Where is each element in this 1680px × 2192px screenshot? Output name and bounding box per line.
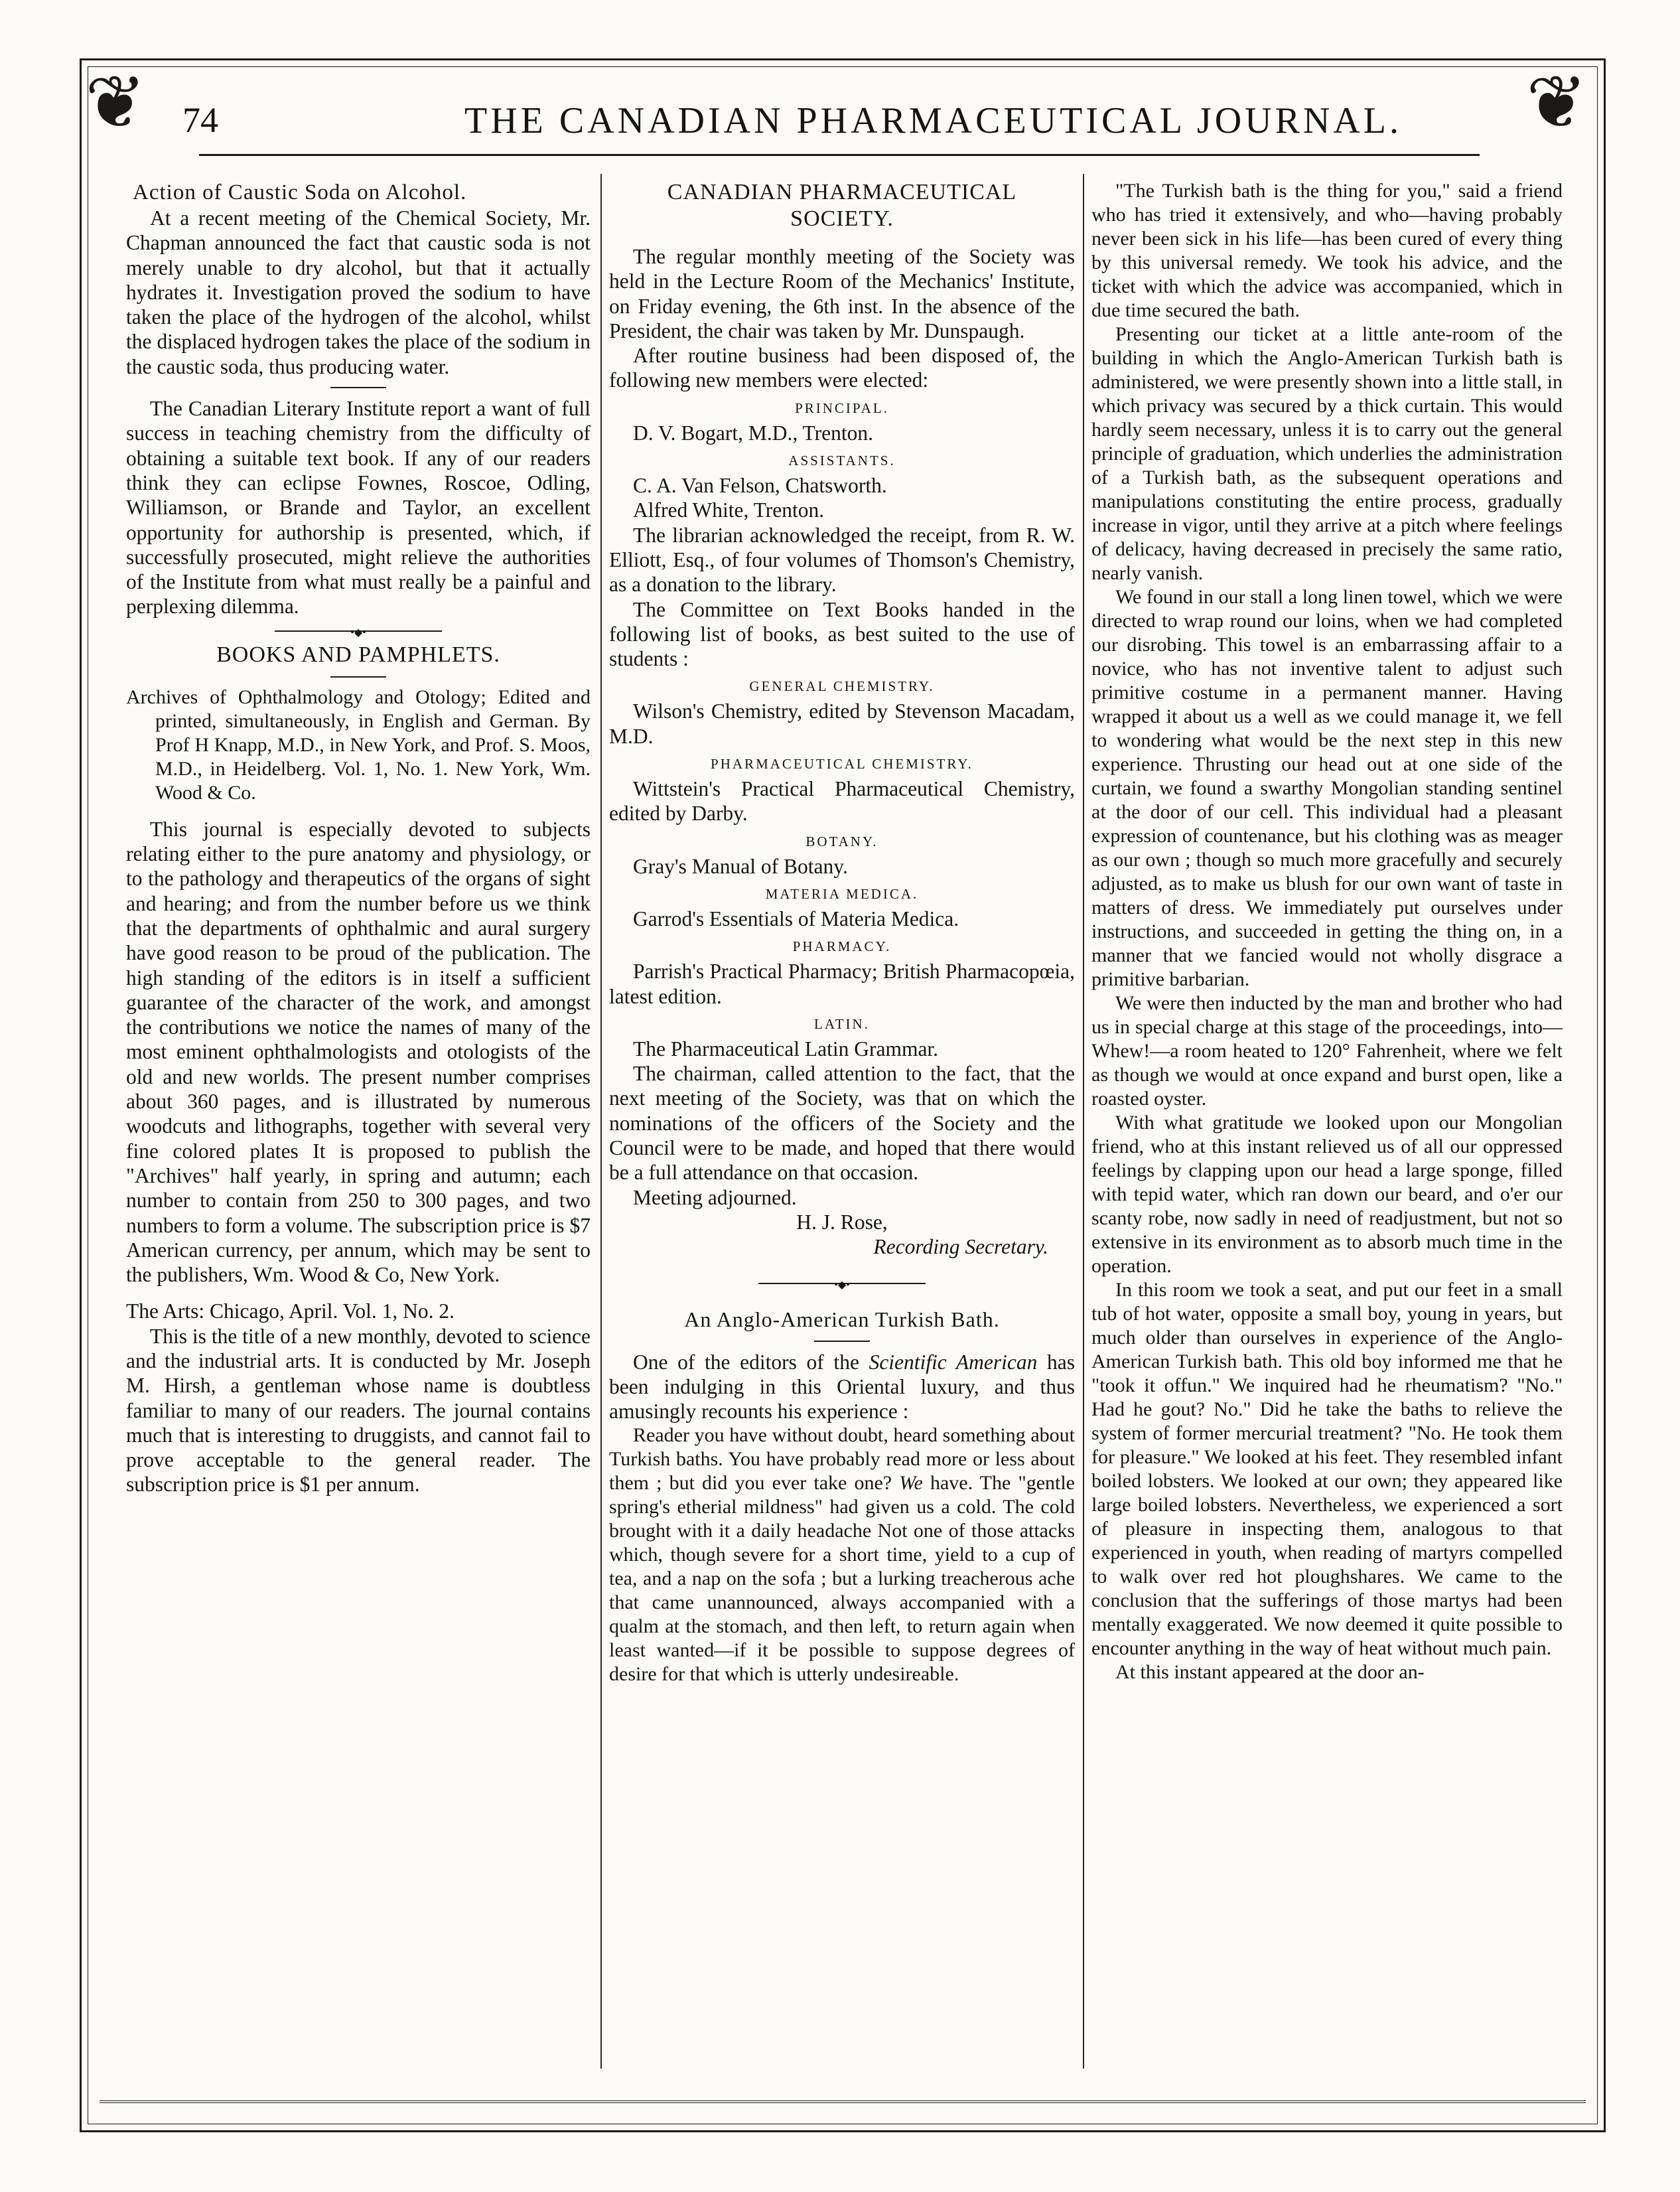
bottom-rule [100,2100,1586,2103]
assistant-member-2: Alfred White, Trenton. [633,498,825,522]
corner-ornament-right-icon: ❦ [1526,62,1588,143]
books-pamphlets-heading: BOOKS AND PAMPHLETS. [216,642,500,667]
materia-medica-book: Garrod's Essentials of Materia Medica. [633,907,959,930]
assistant-member-1: C. A. Van Felson, Chatsworth. [633,474,887,498]
archives-review-text: This journal is especially devoted to subjects relating either to the pure anatomy and physiology, or to the pathology and therapeutics of the organs of sight and hearing; and from the number before us we think that the departments of ophthalmic and aural surgery have good reason to be proud of the publication. The high standing of the editors is in itself a sufficient guarantee of the character of the work, and amongst the contributions we notice the names of many of the most eminent ophthalmologists and otologists of the old and new worlds. The present number comprises about 360 pages, and is illustrated by numerous woodcuts and lithographs, together with several very fine colored plates It is proposed to publish the "Archives" half yearly, in spring and autumn; each number to contain from 250 to 300 pages, and two numbers to form a volume. The subscription price is $7 American currency, per annum, which may be sent to the publishers, Wm. Wood & Co, New York. [126,817,591,1287]
title-rule [199,154,1480,156]
pharmacy-book: Parrish's Practical Pharmacy; British Pharmacopœia, latest edition. [609,960,1075,1008]
pharmaceutical-chemistry-label: PHARMACEUTICAL CHEMISTRY. [711,756,973,772]
secretary-title: Recording Secretary. [873,1235,1048,1259]
short-divider [609,1333,1075,1350]
turkish-bath-text-4: We found in our stall a long linen towel, which we were directed to wrap round our loins, when we had completed our disrobing. This towel is an embarrassing affair to a novice, who has not inventive talent to adjust such primitive costume in a permanent manner. Having wrapped it about us a well as we could manage it, we fell to wondering what would be the next step in this new experience. Thrusting our head out at one side of the curtain, we found a swarthy Mongolian standing sentinel at the door of our cell. This individual had a pleasant expression of countenance, but his clothing was as meager as our own ; though so much more gracefully and securely adjusted, as to make us blush for our own want of taste in matters of dress. We immediately put ourselves under instructions, and succeeded in getting the thing on, in a manner that we fancied would not wholly disgrace a primitive barbarian. [1091,586,1563,990]
short-divider [126,379,591,396]
column-middle [609,179,1075,1686]
section-divider [126,619,591,642]
society-heading: CANADIAN PHARMACEUTICAL SOCIETY. [667,180,1017,231]
turkish-bath-heading: An Anglo-American Turkish Bath. [684,1307,1000,1331]
latin-book: The Pharmaceutical Latin Grammar. [633,1037,939,1060]
turkish-bath-text-2: "The Turkish bath is the thing for you," said a friend who has tried it extensively, and who—having probably never been sick in his life—has been cured of every thing by this universal remedy. We took his advice, and the ticket with which the advice was accompanied, which in due time secured the bath. [1091,180,1563,321]
turkish-bath-text-6: With what gratitude we looked upon our Mongolian friend, who at this instant relieved us of all our oppressed feelings by clapping upon our head a large sponge, filled with tepid water, which ran down our beard, and o'er our scanty robe, now sadly in need of readjustment, but not so extensive in its environment as to absorb much time in the operation. [1091,1112,1563,1277]
society-intro-text: The regular monthly meeting of the Society was held in the Lecture Room of the Mechanics' Institute, on Friday evening, the 6th inst. In the absence of the President, the chair was taken by Mr. Dunspaugh. [609,245,1075,342]
arts-review-text: This is the title of a new monthly, devoted to science and the industrial arts. It is conducted by Mr. Joseph M. Hirsh, a gentleman whose name is doubtless familiar to many of our readers. The journal contains much that is interesting to druggists, and cannot fail to prove acceptable to the general reader. The subscription price is $1 per annum. [126,1324,591,1497]
caustic-soda-heading: Action of Caustic Soda on Alcohol. [133,181,467,204]
caustic-soda-text: At a recent meeting of the Chemical Society, Mr. Chapman announced the fact that caustic soda is not merely unable to dry alcohol, but that it actually hydrates it. Investigation proved the sodium to have taken the place of the hydrogen of the alcohol, whilst the displaced hydrogen takes the place of the sodium in the caustic soda, thus producing water. [126,206,591,378]
secretary-name: H. J. Rose, [796,1210,888,1234]
general-chemistry-book: Wilson's Chemistry, edited by Stevenson Macadam, M.D. [609,699,1075,748]
column-left [126,179,591,1497]
botany-book: Gray's Manual of Botany. [633,854,848,878]
corner-ornament-left-icon: ❦ [85,62,147,143]
journal-title: THE CANADIAN PHARMACEUTICAL JOURNAL. [464,100,1403,141]
turkish-bath-text-3: Presenting our ticket at a little ante-room of the building in which the Anglo-American Turkish bath is administered, we were presently shown into a little stall, in which privacy was secured by a thick curtain. This would hardly seem necessary, unless it is to carry out the general principle of graduation, which underlies the administration of a Turkish bath, as the subsequent operations and manipulations constituting the entire process, gradually increase in vigor, until they arrive at a pitch where feelings of delicacy, having decreased in precisely the same ratio, nearly vanish. [1091,323,1563,584]
page-number: 74 [182,100,218,140]
literary-institute-text: The Canadian Literary Institute report a want of full success in teaching chemistry from the difficulty of obtaining a suitable text book. If any of our readers think they can eclipse Fownes, Roscoe, Odling, Williamson, or Brande and Taylor, an excellent opportunity for authorship is presented, which, if successfully prosecuted, might relieve the authorities of the Institute from what must really be a painful and perplexing dilemma. [126,397,591,619]
archives-entry: Archives of Ophthalmology and Otology; Edited and printed, simultaneously, in English and German. By Prof H Knapp, M.D., in New York, and Prof. S. Moos, M.D., in Heidelberg. Vol. 1, No. 1. New York, Wm. Wood & Co. [126,686,591,804]
latin-label: LATIN. [814,1015,870,1032]
arts-entry: The Arts: Chicago, April. Vol. 1, No. 2. [126,1299,455,1323]
general-chemistry-label: GENERAL CHEMISTRY. [749,678,935,695]
turkish-bath-text-7: In this room we took a seat, and put our feet in a small tub of hot water, opposite a small boy, young in years, but much older than ourselves in experience of the Anglo-American Turkish bath. This old boy informed me that he "took it offun." We inquired had he rheumatism? "No." Had he gout? No." Did he take the baths to relieve the system of former mercurial treatment? "No. He took them for pleasure." We looked at his feet. They resembled infant boiled lobsters. We looked at our own; they appeared like large boiled lobsters. Nevertheless, we experienced a sort of pleasure in inspecting them, analogous to that experienced in youth, when reading of martyrs compelled to walk over red hot ploughshares. We came to the conclusion that the sufferings of those martys had been mentally exaggerated. We now deemed it quite possible to encounter anything in the way of heat without much pain. [1091,1279,1563,1659]
turkish-bath-text-8: At this instant appeared at the door an- [1115,1661,1425,1683]
column-rule-1 [600,174,602,2069]
principal-member: D. V. Bogart, M.D., Trenton. [633,421,874,445]
principal-label: PRINCIPAL. [795,400,889,416]
assistants-label: ASSISTANTS. [788,453,896,469]
turkish-bath-intro: One of the editors of the Scientific American has been indulging in this Oriental luxury, and thus amusingly recounts his experience : [609,1350,1075,1424]
committee-text: The Committee on Text Books handed in the following list of books, as best suited to the use of students : [609,597,1075,671]
column-rule-2 [1083,174,1084,2069]
botany-label: BOTANY. [805,833,878,849]
adjourned-text: Meeting adjourned. [633,1185,797,1209]
column-right [1091,179,1563,1684]
turkish-bath-text-1: Reader you have without doubt, heard something about Turkish baths. You have probably read more or less about them ; but did you ever take one? We have. The "gentle spring's etherial mildness" had given us a cold. The cold brought with it a daily headache Not one of those attacks which, though severe for a short time, yield to a cup of tea, and a nap on the sofa ; but a lurking treacherous ache that came unannounced, always accompanied with a qualm at the stomach, and then left, to return again when least wanted—if it be possible to suppose degrees of desire for that which is utterly undesireable. [609,1424,1075,1686]
chairman-text: The chairman, called attention to the fact, that the next meeting of the Society, was that on which the nominations of the officers of the Society and the Council were to be made, and hoped that there would be a full attendance on that occasion. [609,1062,1075,1185]
short-divider [126,668,591,686]
librarian-text: The librarian acknowledged the receipt, from R. W. Elliott, Esq., of four volumes of Thomson's Chemistry, as a donation to the library. [609,523,1075,597]
turkish-bath-text-5: We were then inducted by the man and brother who had us in special charge at this stage of the proceedings, into—Whew!—a room heated to 120° Fahrenheit, where we felt as though we would at once expand and burst open, like a roasted oyster. [1091,992,1563,1110]
section-divider [609,1272,1075,1294]
materia-medica-label: MATERIA MEDICA. [765,885,919,902]
pharmaceutical-chemistry-book: Wittstein's Practical Pharmaceutical Chemistry, edited by Darby. [609,777,1075,826]
pharmacy-label: PHARMACY. [792,938,892,955]
society-after-text: After routine business had been disposed of, the following new members were elected: [609,344,1075,392]
